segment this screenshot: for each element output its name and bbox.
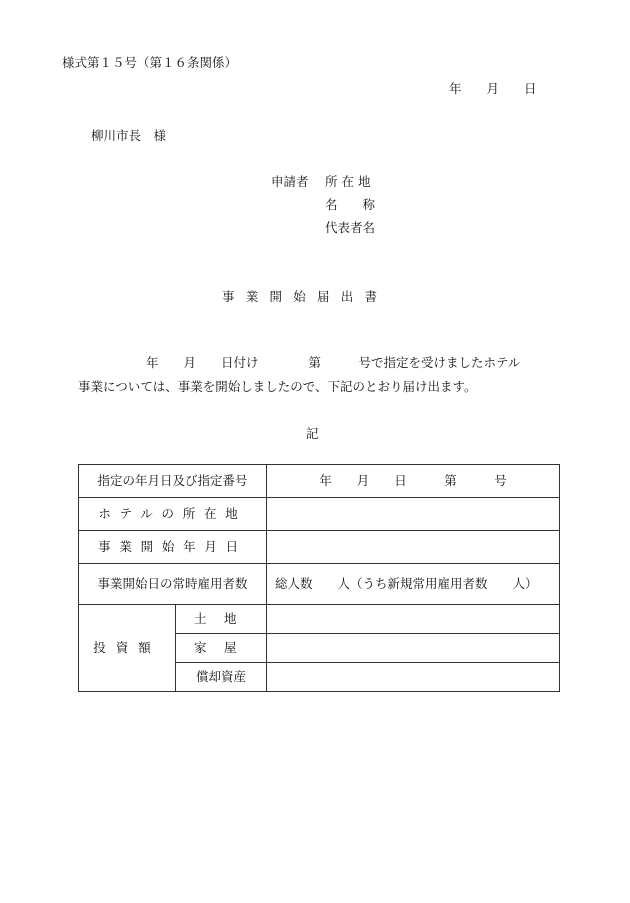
investment-item-label: 家屋 [176,634,267,663]
document-title: 事業開始届出書 [222,289,389,304]
applicant-address-label: 所 在 地 [325,174,371,189]
start-date-value [267,531,560,564]
designation-value: 年 月 日 第 号 [267,465,560,498]
employees-value: 総人数 人（うち新規常用雇用者数 人） [267,564,560,605]
addressee: 柳川市長 様 [91,128,167,143]
body-line-2: 事業については、事業を開始しましたので、下記のとおり届け出ます。 [78,379,477,394]
employees-label: 事業開始日の常時雇用者数 [79,564,267,605]
table-row [79,498,560,531]
table-row [79,465,560,498]
body-line-1: 年 月 日付け 第 号で指定を受けましたホテル [146,355,521,370]
investment-item-value [267,605,560,634]
investment-label: 投資額 [79,605,176,692]
details-table [78,464,560,692]
applicant-label: 申請者 [271,174,309,189]
investment-item-value [267,663,560,692]
designation-label: 指定の年月日及び指定番号 [79,465,267,498]
submission-date: 年 月 日 [449,81,537,96]
investment-item-label: 土地 [176,605,267,634]
table-row [79,564,560,605]
start-date-label: 事業開始年月日 [79,531,267,564]
hotel-address-label: ホテルの所在地 [79,498,267,531]
applicant-representative-label: 代表者名 [325,220,376,235]
table-row [79,605,560,634]
form-number: 様式第１５号（第１６条関係） [62,55,238,70]
hotel-address-value [267,498,560,531]
investment-item-label: 償却資産 [176,663,267,692]
table-row [79,531,560,564]
applicant-name-label: 名 称 [325,197,376,212]
investment-item-value [267,634,560,663]
ki-heading: 記 [306,426,319,441]
